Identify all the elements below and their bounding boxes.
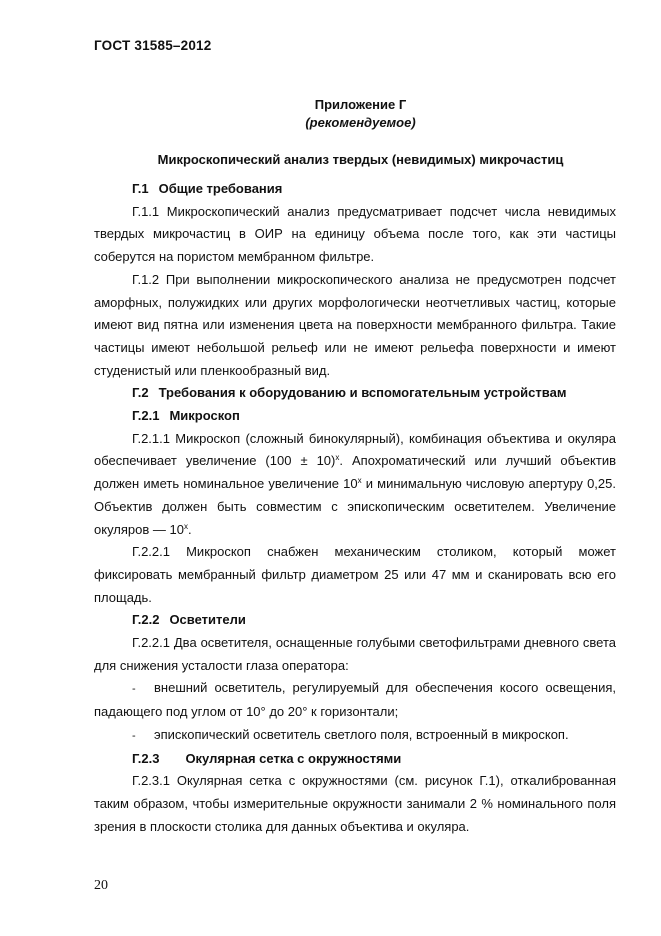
paragraph-g2-2-1-illuminators: Г.2.2.1 Два осветителя, оснащенные голубыми светофильтрами дневного света для снижения усталости глаза оператора: bbox=[94, 635, 616, 673]
appendix-title: Приложение Г bbox=[314, 97, 407, 112]
paragraph-g2-2-1-stage: Г.2.2.1 Микроскоп снабжен механическим столиком, который может фиксировать мембранный фильтр диаметром 25 или 47 мм и сканировать всю его площадь. bbox=[94, 544, 616, 605]
heading-text: Общие требования bbox=[158, 181, 283, 196]
heading-number: Г.2.3 bbox=[132, 750, 160, 766]
page-number: 20 bbox=[94, 878, 108, 893]
superscript: х bbox=[183, 521, 188, 531]
text-run: . bbox=[187, 521, 192, 537]
superscript: х bbox=[357, 476, 362, 486]
text-run: . Апохроматический или лучший объектив должен иметь номинальное увеличение 10 bbox=[94, 453, 616, 492]
bullet-mark: - bbox=[132, 683, 136, 696]
appendix-subtitle: (рекомендуемое) bbox=[305, 115, 416, 130]
heading-text: Микроскоп bbox=[169, 408, 240, 424]
list-item bbox=[94, 724, 616, 748]
heading-number: Г.1 bbox=[132, 181, 149, 196]
paragraph-g1-2: Г.1.2 При выполнении микроскопического анализа не предусмотрен подсчет аморфных, полужидких или других морфологически неотчетливых частиц, которые имеют вид пятна или изменения цвета на поверхности мембранного фильтра. Такие частицы имеют небольшой рельеф или не имеют рельефа поверхности и имеют студенистый или пленкообразный вид. bbox=[94, 271, 616, 378]
section-title: Микроскопический анализ твердых (невидимых) микрочастиц bbox=[157, 152, 564, 167]
heading-g1 bbox=[94, 178, 616, 201]
appendix-heading bbox=[0, 96, 661, 132]
superscript: х bbox=[335, 453, 340, 463]
heading-number: Г.2.1 bbox=[132, 408, 160, 424]
heading-g2-2 bbox=[94, 609, 616, 632]
heading-text: Требования к оборудованию и вспомогательным устройствам bbox=[158, 385, 567, 401]
list-item-text: внешний осветитель, регулируемый для обеспечения косого освещения, падающего под углом от 10° до 20° к горизонтали; bbox=[94, 680, 616, 720]
text-run: и минимальную числовую апертуру 0,25. Объектив должен быть совместим с эпископическим осветителем. Увеличение окуляров — 10 bbox=[94, 476, 616, 537]
document-body bbox=[94, 178, 616, 838]
text-run: Г.2.1.1 Микроскоп (сложный бинокулярный), комбинация объектива и окуляра обеспечивает увеличение (100 ± 10) bbox=[94, 430, 616, 469]
list-item bbox=[94, 677, 616, 723]
heading-text: Окулярная сетка с окружностями bbox=[185, 750, 402, 766]
bullet-mark: - bbox=[132, 729, 136, 742]
document-id-header: ГОСТ 31585–2012 bbox=[94, 38, 212, 53]
paragraph-g1-1: Г.1.1 Микроскопический анализ предусматривает подсчет числа невидимых твердых микрочастиц в ОИР на единицу объема после того, как эти частицы соберутся на пористом мембранном фильтре. bbox=[94, 203, 616, 265]
heading-g2 bbox=[94, 382, 616, 405]
heading-text: Осветители bbox=[169, 612, 246, 628]
heading-number: Г.2 bbox=[132, 385, 149, 401]
heading-g2-1 bbox=[94, 405, 616, 428]
heading-g2-3 bbox=[94, 748, 616, 771]
paragraph-g2-3-1: Г.2.3.1 Окулярная сетка с окружностями (см. рисунок Г.1), откалиброванная таким образом, чтобы измерительные окружности занимали 2 % номинального поля зрения в плоскости столика для данных объектива и окуляра. bbox=[94, 773, 616, 834]
heading-number: Г.2.2 bbox=[132, 612, 160, 628]
list-item-text: эпископический осветитель светлого поля, встроенный в микроскоп. bbox=[154, 726, 569, 742]
paragraph-g2-1-1 bbox=[94, 428, 616, 542]
